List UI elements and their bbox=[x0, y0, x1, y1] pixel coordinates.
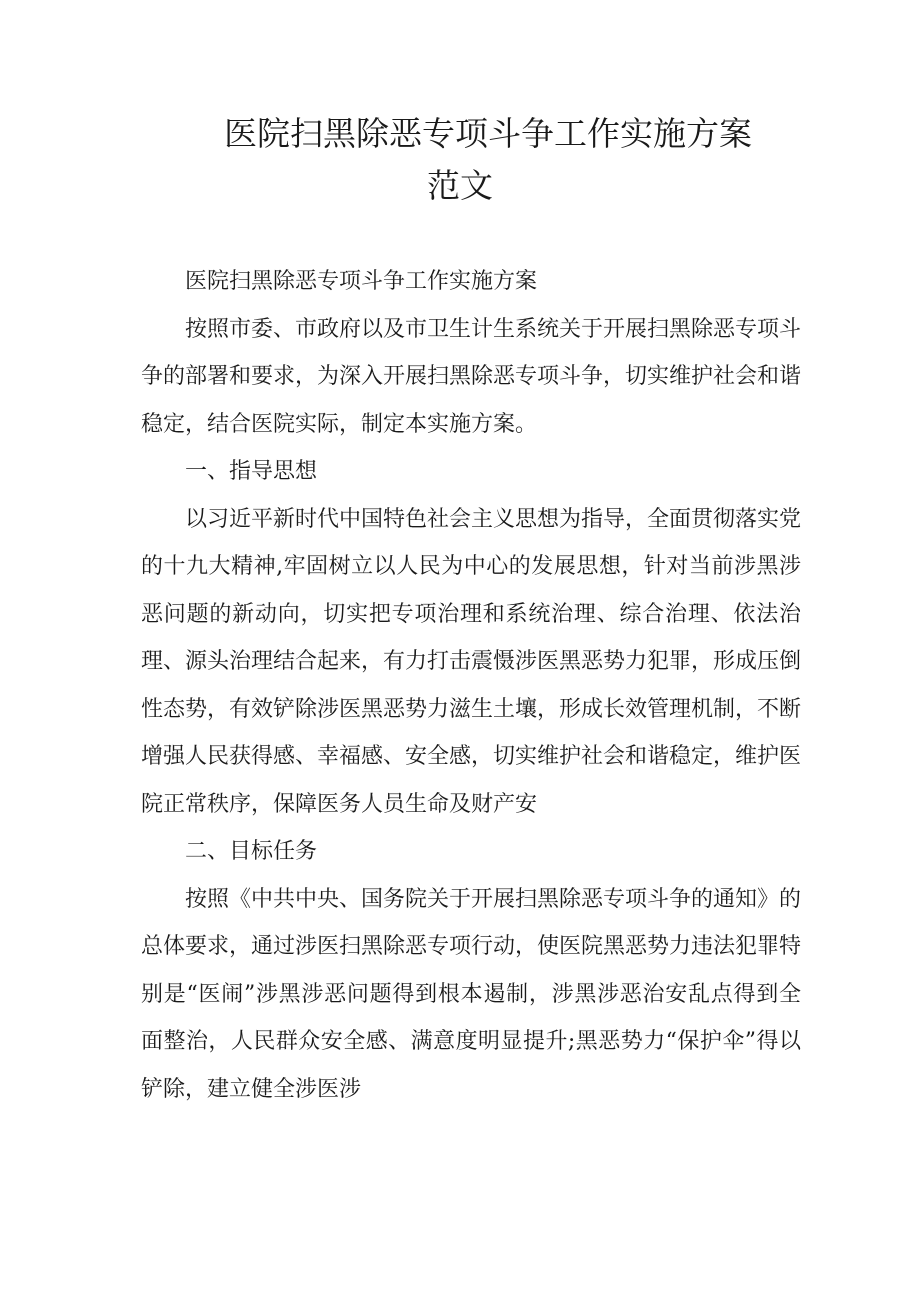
document-body bbox=[141, 258, 801, 1113]
section-heading-objectives: 二、目标任务 bbox=[185, 839, 318, 864]
paragraph-subtitle: 医院扫黑除恶专项斗争工作实施方案 bbox=[185, 269, 538, 294]
paragraph-objectives: 按照《中共中央、国务院关于开展扫黑除恶专项斗争的通知》的总体要求，通过涉医扫黑除恶专项行动，使医院黑恶势力违法犯罪特别是“医闹”涉黑涉恶问题得到根本遏制，涉黑涉恶治安乱点得到全面整治，人民群众安全感、满意度明显提升;黑恶势力“保护伞”得以铲除，建立健全涉医涉 bbox=[141, 886, 802, 1102]
paragraph-intro: 按照市委、市政府以及市卫生计生系统关于开展扫黑除恶专项斗争的部署和要求，为深入开展扫黑除恶专项斗争，切实维护社会和谐稳定，结合医院实际，制定本实施方案。 bbox=[141, 316, 802, 437]
title-line-2: 范文 bbox=[427, 166, 493, 205]
document-title bbox=[0, 108, 920, 212]
title-line-1: 医院扫黑除恶专项斗争工作实施方案 bbox=[224, 114, 752, 153]
section-heading-guiding-ideology: 一、指导思想 bbox=[185, 459, 318, 484]
paragraph-guiding-ideology: 以习近平新时代中国特色社会主义思想为指导，全面贯彻落实党的十九大精神,牢固树立以人民为中心的发展思想，针对当前涉黑涉恶问题的新动向，切实把专项治理和系统治理、综合治理、依法治理、源头治理结合起来，有力打击震慑涉医黑恶势力犯罪，形成压倒性态势，有效铲除涉医黑恶势力滋生土壤，形成长效管理机制，不断增强人民获得感、幸福感、安全感，切实维护社会和谐稳定，维护医院正常秩序，保障医务人员生命及财产安 bbox=[141, 506, 802, 817]
